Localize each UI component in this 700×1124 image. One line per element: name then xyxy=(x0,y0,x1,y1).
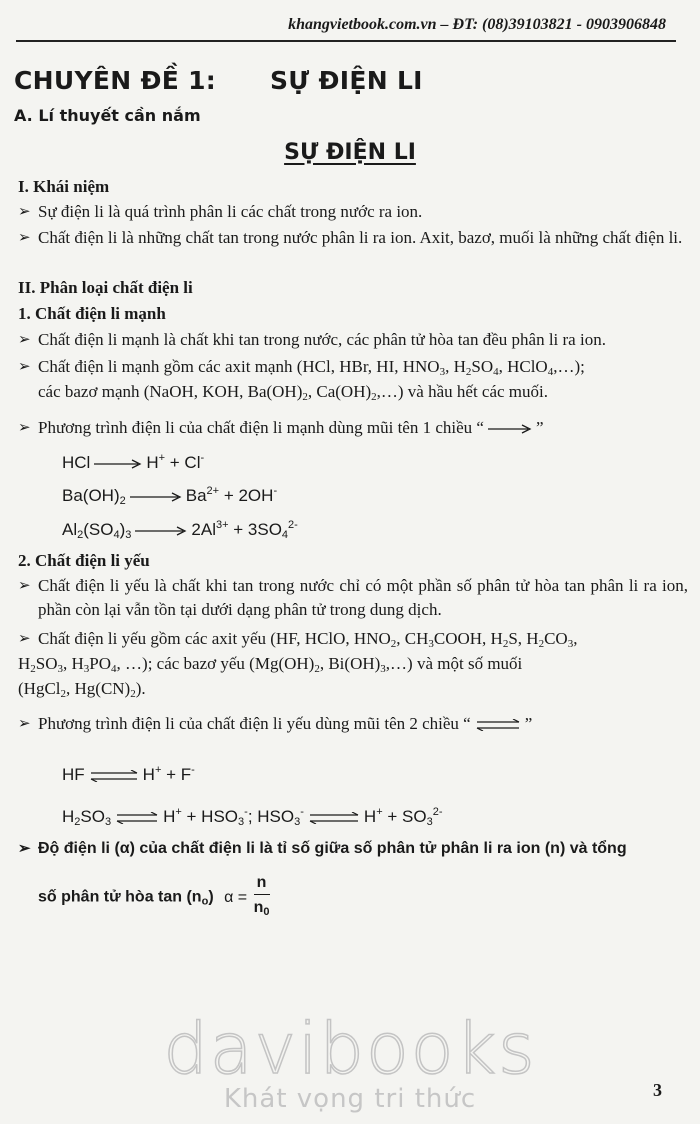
list-item: ➢ Chất điện li yếu gồm các axit yếu (HF, HClO, $HNO_2$, $CH_3COOH$, $H_2S$, $H_2CO_3$, xyxy=(18,629,578,650)
bullet-arrow-icon: ➢ xyxy=(18,631,31,647)
section-1-heading: I. Khái niệm xyxy=(18,177,110,196)
single-arrow-icon xyxy=(130,492,182,502)
main-title: SỰ ĐIỆN LI xyxy=(284,140,416,165)
equation-hf: HF H+ + F- xyxy=(62,764,195,784)
list-item xyxy=(18,226,688,250)
fraction-numerator: n xyxy=(254,872,270,895)
bullet-arrow-icon: ➢ xyxy=(18,578,31,594)
reversible-arrow-icon xyxy=(89,770,139,782)
header-rule xyxy=(16,40,676,42)
bullet-arrow-icon: ➢ xyxy=(18,420,31,436)
single-arrow-icon xyxy=(488,424,532,434)
publisher-contact: khangvietbook.com.vn – ĐT: (08)39103821 - 0903906848 xyxy=(288,16,666,33)
list-item xyxy=(18,838,698,860)
bullet-text: Chất điện li mạnh là chất khi tan trong nước, các phân tử hòa tan đều phân li ra ion. xyxy=(38,330,606,349)
bullet-arrow-icon: ➢ xyxy=(18,716,31,732)
alpha-symbol: α = xyxy=(224,888,248,906)
subsection-weak-heading: 2. Chất điện li yếu xyxy=(18,551,150,570)
equation-h2so3: $H_2SO_3$ $H^+ + HSO_3^-$; $HSO_3^-$ $H^+ + SO_3^{2-}$ xyxy=(62,806,443,828)
bullet-arrow-icon: ➢ xyxy=(18,840,31,857)
section-a-heading: A. Lí thuyết cần nắm xyxy=(14,106,201,125)
chapter-topic: SỰ ĐIỆN LI xyxy=(270,66,423,95)
bullet-text: Sự điện li là quá trình phân li các chất trong nước ra ion. xyxy=(38,202,423,221)
chapter-label: CHUYÊN ĐỀ 1: xyxy=(14,66,217,95)
fraction-denominator: $n_0$ xyxy=(253,899,270,918)
list-item: ➢ Phương trình điện li của chất điện li mạnh dùng mũi tên 1 chiều “ ” xyxy=(18,416,688,440)
list-item xyxy=(18,574,688,622)
list-item xyxy=(18,328,688,352)
bullet-continuation: (HgCl$_2$, $Hg(CN)_2$). xyxy=(18,679,146,700)
equation-hcl: HCl H+ + Cl- xyxy=(62,452,205,472)
bullet-arrow-icon: ➢ xyxy=(18,204,31,220)
equation-baoh2: $Ba(OH)_2$ $Ba^{2+} + 2OH^-$ xyxy=(62,485,278,507)
bullet-continuation: $H_2SO_3$, $H_3PO_4$, …); các bazơ yếu ($Mg(OH)_2$, $Bi(OH)_3,\dots$) và một số muối xyxy=(18,654,523,675)
subsection-strong-heading: 1. Chất điện li mạnh xyxy=(18,304,166,323)
reversible-arrow-icon xyxy=(308,812,360,824)
section-2-heading: II. Phân loại chất điện li xyxy=(18,278,193,297)
watermark-brand: davibooks xyxy=(163,1008,537,1090)
bullet-arrow-icon: ➢ xyxy=(18,359,31,375)
list-item: ➢ Phương trình điện li của chất điện li yếu dùng mũi tên 2 chiều “ ” xyxy=(18,712,688,736)
bullet-text: Độ điện li (α) của chất điện li là tỉ số giữa số phân tử phân li ra ion (n) và tổng xyxy=(38,840,627,857)
chapter-heading xyxy=(14,66,423,95)
degree-formula-line: số phân tử hòa $\tan (n_o) \alpha$ = $\frac{n}{n_0}$ xyxy=(18,872,698,923)
list-item: ➢ Chất điện li mạnh gồm các axit mạnh (HCl, HBr, HI, $HNO_3$, $H_2SO_4$, HClO$_4$,…); xyxy=(18,357,585,378)
reversible-arrow-icon xyxy=(115,812,159,824)
bullet-continuation: các bazơ mạnh (NaOH, KOH, $Ba(OH)_2$, $Ca(OH)_2,\dots$) và hầu hết các muối. xyxy=(38,382,548,403)
bullet-text: Chất điện li là những chất tan trong nước phân li ra ion. Axit, bazơ, muối là những chất điện li. xyxy=(38,228,683,247)
equation-al2so43: $Al_2(SO_4)_3$ $2Al^{3+} + 3SO_4^{2-}$ xyxy=(62,519,298,541)
page-number: 3 xyxy=(653,1080,662,1100)
list-item xyxy=(18,200,688,224)
bullet-arrow-icon: ➢ xyxy=(18,332,31,348)
watermark-slogan: Khát vọng tri thức xyxy=(223,1084,477,1114)
fraction xyxy=(254,872,270,923)
single-arrow-icon xyxy=(94,459,142,469)
single-arrow-icon xyxy=(135,526,187,536)
reversible-arrow-icon xyxy=(475,719,521,731)
bullet-text: Chất điện li yếu là chất khi tan trong nước chỉ có một phần số phân tử hòa tan phân li ra ion, phần còn lại vẫn tồn tại dưới dạng phân tử trong dung dịch. xyxy=(38,576,688,619)
bullet-arrow-icon: ➢ xyxy=(18,230,31,246)
